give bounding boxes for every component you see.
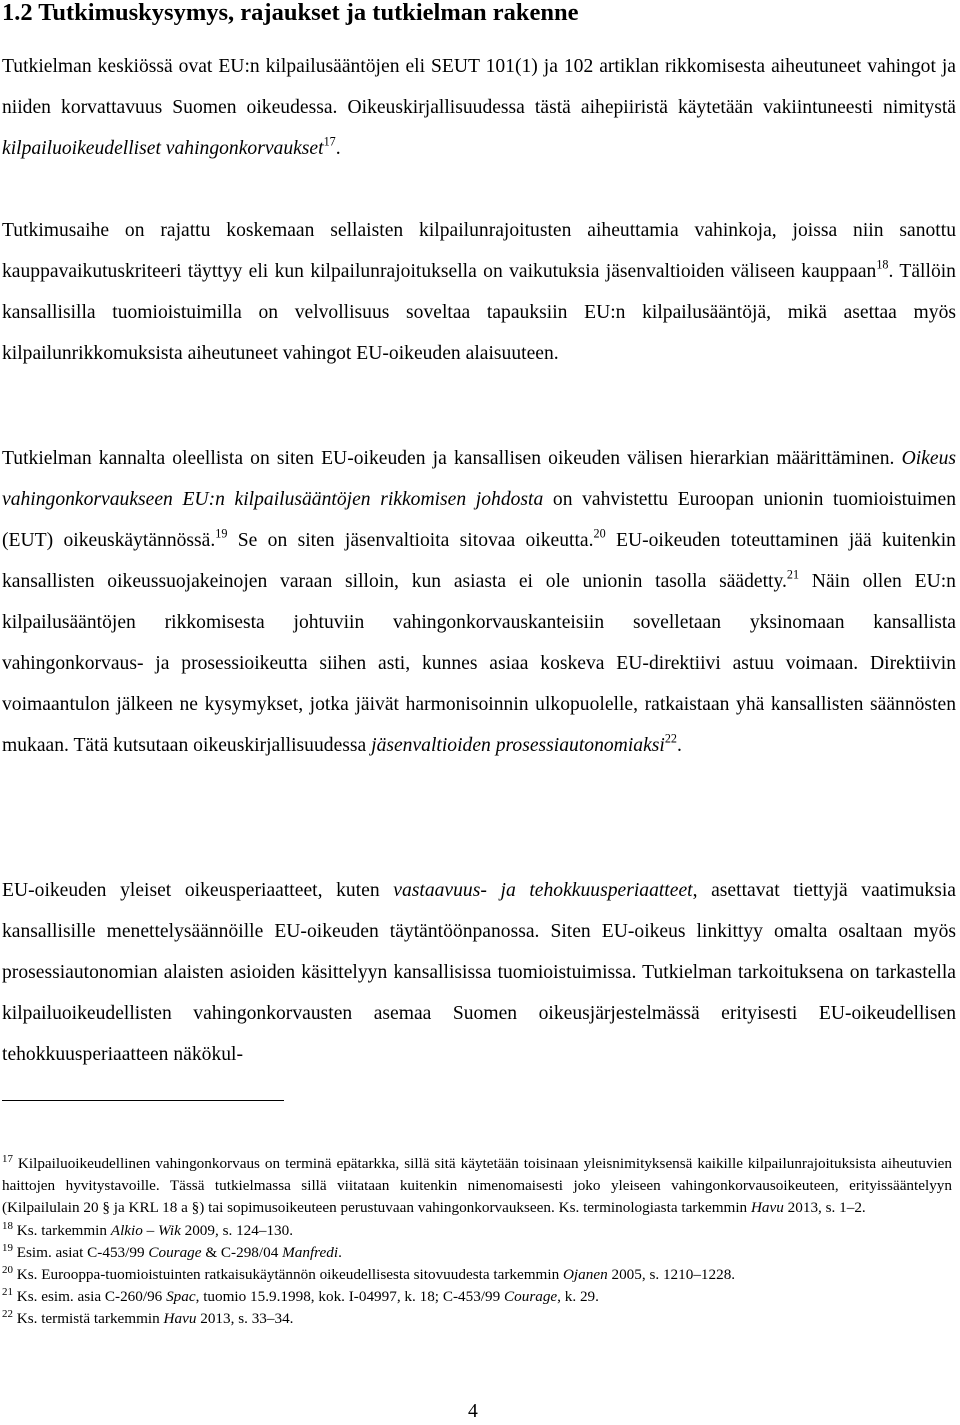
footnote-end: 2005, s. 1210–1228.	[607, 1266, 736, 1284]
footnote-ref-22[interactable]: 22	[664, 731, 677, 746]
footnote-ref-18[interactable]: 18	[876, 257, 889, 272]
footnote-author: Alkio – Wik	[110, 1221, 181, 1239]
footnote-case-2: Courage	[504, 1288, 558, 1306]
paragraph-3-italic-1: Oikeus vahingonkorvaukseen EU:n kilpailusääntöjen rikkomisen johdosta	[2, 448, 956, 510]
paragraph-2-text-a: Tutkimusaihe on rajattu koskemaan sellaisten kilpailunrajoitusten aiheuttamia vahinkoja, joissa niin sanottu kauppavaikutuskriteeri täyttyy eli kun kilpailunrajoituksella on vaikutuksia jäsenvaltioiden väliseen kauppaan	[2, 220, 956, 282]
paragraph-4	[2, 870, 956, 1075]
footnote-text: Kilpailuoikeudellinen vahingonkorvaus on terminä epätarkka, sillä sitä käytetään toisinaan yleisnimityksensä kaikille kilpailunrajoituksista aiheutuvien haittojen hyvitystavoille. Tässä tutkielmassa sillä viitataan kuitenkin nimenomaisesti joko yleiseen vahingonkorvausoikeuteen, erityissääntelyyn (Kilpailulain 20 § ja KRL 18 a §) tai sopimusoikeuteen perustuvaan vahingonkorvaukseen. Ks. terminologiasta tarkemmin	[2, 1155, 952, 1217]
paragraph-3-text-c: Se on siten jäsenvaltioita sitovaa oikeutta.	[227, 530, 594, 551]
page-number: 4	[468, 1401, 478, 1422]
footnote-text: Ks. tarkemmin	[16, 1221, 111, 1239]
footnote-end: , k. 29.	[557, 1288, 599, 1306]
term-italic: kilpailuoikeudelliset vahingonkorvaukset	[2, 138, 324, 159]
footnote-number: 22	[2, 1308, 13, 1321]
footnote-end: 2013, s. 1–2.	[783, 1199, 866, 1217]
footnote-end: .	[338, 1243, 342, 1261]
footnote-text: Ks. esim. asia C-260/96	[16, 1288, 167, 1306]
paragraph-3-text-b: on vahvistettu Euroopan unionin tuomioistuimen (EUT) oikeuskäytännössä.	[2, 489, 956, 551]
footnote-ref-17[interactable]: 17	[323, 134, 336, 149]
paragraph-1-end: .	[335, 138, 341, 159]
paragraph-2-text-b: . Tällöin kansallisilla tuomioistuimilla on velvollisuus soveltaa tapauksiin EU:n kilpailusääntöjä, mikä asettaa myös kilpailunrikkomuksista aiheutuneet vahingot EU-oikeuden alaisuuteen.	[2, 261, 956, 364]
footnote-text-b: , tuomio 15.9.1998, kok. I-04997, k. 18; C-453/99	[195, 1288, 504, 1306]
section-heading: 1.2 Tutkimuskysymys, rajaukset ja tutkielman rakenne	[2, 0, 579, 26]
paragraph-1-text: Tutkielman keskiössä ovat EU:n kilpailusääntöjen eli SEUT 101(1) ja 102 artiklan rikkomisesta aiheutuneet vahingot ja niiden korvattavuus Suomen oikeudessa. Oikeuskirjallisuudessa tästä aihepiiristä käytetään vakiintuneesti nimitystä	[2, 56, 956, 118]
footnote-number: 19	[2, 1241, 13, 1254]
paragraph-4-italic: vastaavuus- ja tehokkuusperiaatteet	[393, 880, 693, 901]
footnote-author: Havu	[163, 1310, 197, 1328]
paragraph-1	[2, 46, 956, 169]
footnote-case-1: Spac	[166, 1288, 196, 1306]
footnote-number: 20	[2, 1264, 13, 1276]
footnote-number: 21	[2, 1286, 13, 1299]
footnote-case-1: Courage	[148, 1243, 202, 1261]
footnote-18	[2, 1220, 952, 1242]
footnote-author: Havu	[750, 1199, 784, 1217]
footnote-text: Ks. Eurooppa-tuomioistuinten ratkaisukäytännön oikeudellisesta sitovuudesta tarkemmin	[16, 1266, 563, 1284]
footnote-ref-19[interactable]: 19	[215, 526, 228, 541]
paragraph-2	[2, 210, 956, 374]
footnote-text-b: & C-298/04	[201, 1243, 283, 1261]
footnote-19	[2, 1242, 952, 1264]
footnote-ref-20[interactable]: 20	[593, 526, 606, 541]
footnote-ref-21[interactable]: 21	[786, 567, 800, 582]
footnote-end: 2009, s. 124–130.	[180, 1221, 294, 1239]
paragraph-3-text-a: Tutkielman kannalta oleellista on siten EU-oikeuden ja kansallisen oikeuden välisen hierarkian määrittäminen.	[2, 448, 902, 469]
paragraph-3-text-f: .	[676, 735, 682, 756]
footnote-21	[2, 1286, 952, 1308]
paragraph-3	[2, 438, 956, 766]
footnote-author: Ojanen	[562, 1266, 608, 1284]
footnote-text: Esim. asiat C-453/99	[16, 1243, 149, 1261]
paragraph-3-text-d: EU-oikeuden toteuttaminen jää kuitenkin kansallisten oikeussuojakeinojen varaan silloin, kun asiasta ei ole unionin tasolla säädetty.	[2, 530, 956, 592]
footnote-number: 17	[2, 1152, 13, 1165]
footnote-text: Ks. termistä tarkemmin	[16, 1310, 164, 1328]
footnote-separator	[2, 1100, 284, 1101]
footnotes	[2, 1153, 952, 1331]
footnote-end: 2013, s. 33–34.	[196, 1310, 294, 1328]
paragraph-3-text-e: Näin ollen EU:n kilpailusääntöjen rikkomisesta johtuviin vahingonkorvauskanteisiin sovelletaan yksinomaan kansallista vahingonkorvaus- ja prosessioikeutta siihen asti, kunnes asiaa koskeva EU-direktiivi astuu voimaan. Direktiivin voimaantulon jälkeen ne kysymykset, jotka jäivät harmonisoinnin ulkopuolelle, ratkaistaan yhä kansallisten säännösten mukaan. Tätä kutsutaan oikeuskirjallisuudessa	[2, 571, 956, 756]
footnote-number: 18	[2, 1219, 13, 1232]
paragraph-4-text-a: EU-oikeuden yleiset oikeusperiaatteet, kuten	[2, 880, 394, 901]
paragraph-4-text-b: , asettavat tiettyjä vaatimuksia kansallisille menettelysäännöille EU-oikeuden täytäntöönpanossa. Siten EU-oikeus linkittyy omalta osaltaan myös prosessiautonomian alaisten asioiden käsittelyyn kansallisissa tuomioistuimissa. Tutkielman tarkoituksena on tarkastella kilpailuoikeudellisten vahingonkorvausten asemaa Suomen oikeusjärjestelmässä erityisesti EU-oikeudellisen tehokkuusperiaatteen näkökul-	[2, 880, 956, 1065]
paragraph-3-italic-2: jäsenvaltioiden prosessiautonomiaksi	[371, 735, 665, 756]
footnote-case-2: Manfredi	[282, 1243, 339, 1261]
footnote-20	[2, 1264, 952, 1286]
footnote-17	[2, 1153, 952, 1220]
footnote-22	[2, 1308, 952, 1330]
